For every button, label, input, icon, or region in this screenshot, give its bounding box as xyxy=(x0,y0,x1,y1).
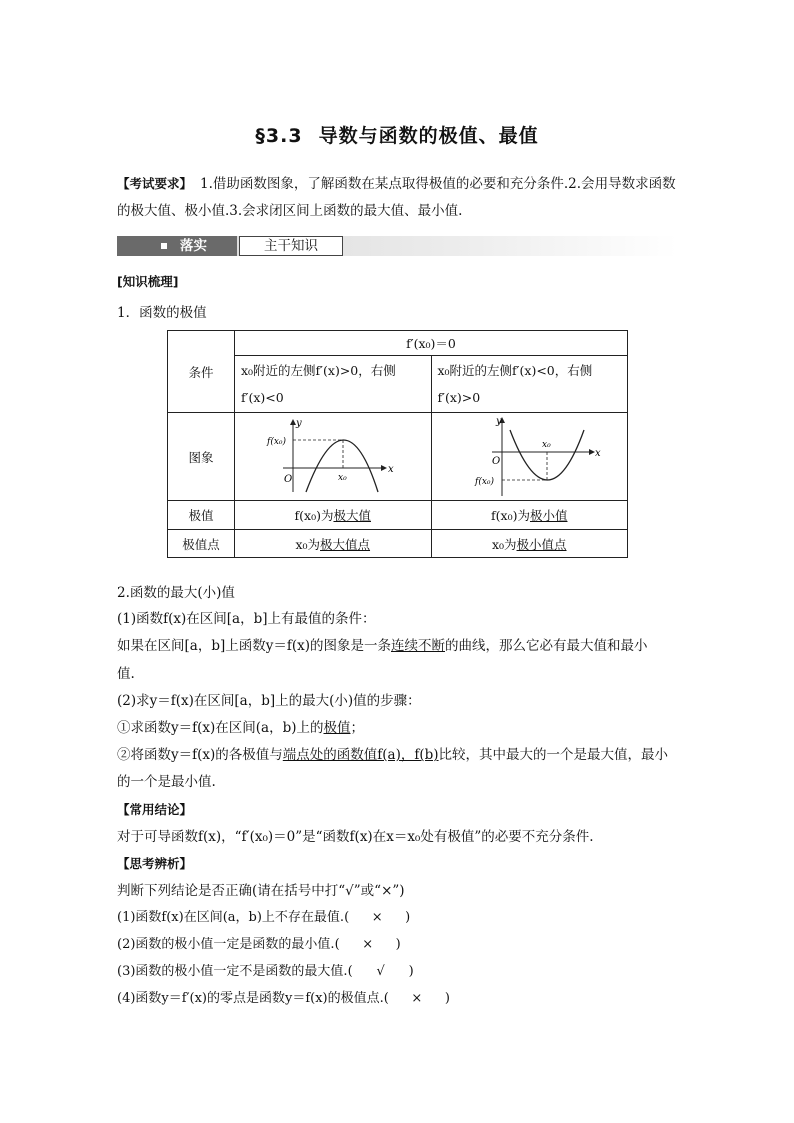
judgment-1-mark: × xyxy=(371,910,383,925)
paragraph-2-suffix: 的曲线，那么它必有最大值和最小 xyxy=(445,638,648,654)
judge-intro: 判断下列结论是否正确(请在括号中打“√”或“×”) xyxy=(117,883,405,899)
x-label: x xyxy=(387,463,394,475)
judgment-3-open: ( xyxy=(347,964,353,979)
max-value-answer: 极大值 xyxy=(333,508,371,523)
section-number: §3.3 xyxy=(255,125,303,147)
y-label: y xyxy=(295,417,302,429)
judgment-1 xyxy=(117,908,410,928)
max-value-cell xyxy=(235,501,432,530)
paragraph-2-prefix: 如果在区间[a，b]上函数y＝f(x)的图象是一条 xyxy=(117,638,391,654)
knowledge-heading: [知识梳理] xyxy=(117,274,179,289)
page-title xyxy=(0,121,794,148)
min-point-cell xyxy=(431,530,628,558)
x0-label: x₀ xyxy=(337,472,347,483)
paragraph-2 xyxy=(117,636,648,656)
fx0-label: f(x₀) xyxy=(475,476,495,487)
judgment-1-open: ( xyxy=(344,910,350,925)
graph-label: 图象 xyxy=(168,413,235,501)
banner-right-label: 主干知识 xyxy=(239,236,343,256)
judgment-3-mark: √ xyxy=(376,964,385,979)
requirements-line-1: 1.借助函数图象，了解函数在某点取得极值的必要和充分条件.2.会用导数求函数 xyxy=(200,176,676,192)
paragraph-2-answer: 连续不断 xyxy=(391,638,445,654)
judgment-2-open: ( xyxy=(334,937,340,952)
max-condition-line-2: f′(x)<0 xyxy=(241,390,284,405)
square-icon xyxy=(161,243,167,249)
paragraph-5-answer: 端点处的函数值f(a)，f(b) xyxy=(282,747,439,763)
paragraph-4-answer: 极值 xyxy=(323,720,351,736)
x-label: x xyxy=(595,447,601,459)
extremum-table xyxy=(167,330,628,558)
paragraph-5-suffix: 比较，其中最大的一个是最大值，最小 xyxy=(438,747,669,763)
judgment-4-text: (4)函数y＝f′(x)的零点是函数y＝f(x)的极值点. xyxy=(117,991,384,1006)
minimum-graph xyxy=(434,414,624,500)
section-banner xyxy=(117,236,677,256)
max-condition-line-1: x₀附近的左侧f′(x)>0，右侧 xyxy=(241,363,396,378)
requirements-line-2: 的极大值、极小值.3.会求闭区间上函数的最大值、最小值. xyxy=(117,203,463,219)
min-value-cell xyxy=(431,501,628,530)
judgment-3-close: ) xyxy=(408,964,414,979)
min-condition-line-1: x₀附近的左侧f′(x)<0，右侧 xyxy=(437,363,593,378)
paragraph-5 xyxy=(117,745,668,765)
table-top-header: f′(x₀)＝0 xyxy=(235,331,628,356)
paragraph-5-prefix: ②将函数y＝f(x)的各极值与 xyxy=(117,747,283,763)
judgment-4 xyxy=(117,989,450,1009)
banner-left-label: 落实 xyxy=(180,238,207,254)
min-graph-cell xyxy=(431,413,628,501)
requirements-tag: 【考试要求】 xyxy=(117,176,193,191)
judgment-2-text: (2)函数的极小值一定是函数的最小值. xyxy=(117,937,335,952)
maximum-graph xyxy=(238,414,428,500)
paragraph-1: (1)函数f(x)在区间[a，b]上有最值的条件： xyxy=(117,611,376,627)
common-conclusion-text: 对于可导函数f(x)，“f′(x₀)＝0”是“函数f(x)在x＝x₀处有极值”的必要不充分条件. xyxy=(117,829,594,845)
think-heading: 【思考辨析】 xyxy=(117,856,193,871)
min-condition-line-2: f′(x)>0 xyxy=(437,390,481,405)
paragraph-2-line-2: 值. xyxy=(117,666,135,682)
paragraph-3: (2)求y＝f(x)在区间[a，b]上的最大(小)值的步骤： xyxy=(117,693,421,709)
banner-left xyxy=(117,236,237,256)
min-point-prefix: x₀为 xyxy=(491,536,517,552)
condition-label: 条件 xyxy=(168,331,235,413)
max-condition-cell xyxy=(235,356,432,413)
max-graph-cell xyxy=(235,413,432,501)
item-2-heading: 2.函数的最大(小)值 xyxy=(117,585,235,601)
x0-label: x₀ xyxy=(542,439,551,450)
judgment-3-text: (3)函数的极小值一定不是函数的最大值. xyxy=(117,964,348,979)
judgment-1-close: ) xyxy=(405,910,411,925)
origin-label: O xyxy=(492,455,501,467)
origin-label: O xyxy=(283,473,292,485)
judgment-4-open: ( xyxy=(383,991,389,1006)
judgment-1-text: (1)函数f(x)在区间(a，b)上不存在最值. xyxy=(117,910,345,925)
max-value-prefix: f(x₀)为 xyxy=(294,508,334,523)
extreme-point-label: 极值点 xyxy=(168,530,235,558)
judgment-2-close: ) xyxy=(395,937,401,952)
judgment-3 xyxy=(117,962,414,982)
judgment-4-close: ) xyxy=(444,991,450,1006)
paragraph-4-suffix: ； xyxy=(350,720,364,736)
section-title: 导数与函数的极值、最值 xyxy=(318,125,539,147)
paragraph-5-line-2: 的一个是最小值. xyxy=(117,774,216,790)
y-label: y xyxy=(496,415,502,427)
extreme-value-label: 极值 xyxy=(168,501,235,530)
fx0-label: f(x₀) xyxy=(266,436,286,447)
item-1-heading: 1．函数的极值 xyxy=(117,305,207,321)
exam-requirements xyxy=(117,170,679,225)
min-condition-cell xyxy=(431,356,628,413)
common-conclusion-heading: 【常用结论】 xyxy=(117,802,193,817)
max-point-answer: 极大值点 xyxy=(320,536,371,552)
max-point-prefix: x₀为 xyxy=(295,536,321,552)
min-value-answer: 极小值 xyxy=(529,508,568,523)
paragraph-4 xyxy=(117,718,364,738)
judgment-2 xyxy=(117,935,401,955)
curve-max xyxy=(306,440,378,492)
min-value-prefix: f(x₀)为 xyxy=(491,508,530,523)
min-point-answer: 极小值点 xyxy=(516,536,567,552)
max-point-cell xyxy=(235,530,432,558)
judgment-4-mark: × xyxy=(411,991,423,1006)
paragraph-4-prefix: ①求函数y＝f(x)在区间(a，b)上的 xyxy=(117,720,324,736)
judgment-2-mark: × xyxy=(362,937,374,952)
